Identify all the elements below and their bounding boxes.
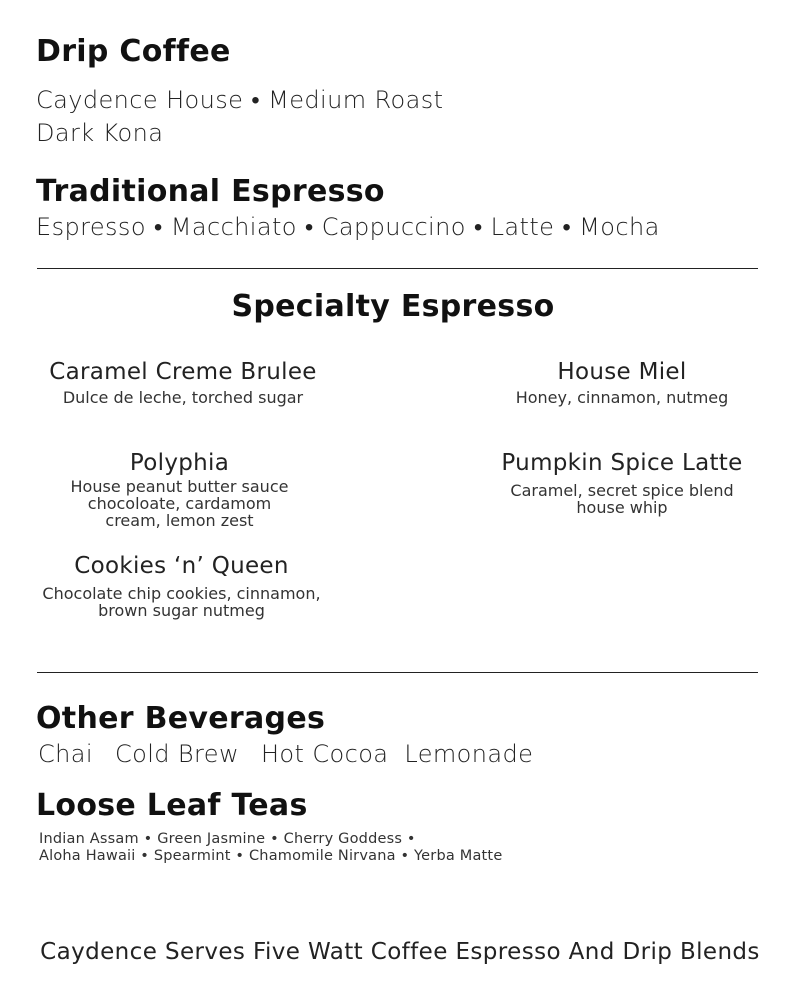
item-description-line: house whip bbox=[576, 498, 668, 517]
item-description-line: House peanut butter sauce bbox=[70, 477, 289, 496]
traditional-espresso-line: Espresso • Macchiato • Cappuccino • Latte • Mocha bbox=[36, 213, 660, 241]
beverage-cold-brew: Cold Brew bbox=[114, 740, 239, 768]
drip-coffee-line-1: Caydence House • Medium Roast bbox=[36, 86, 444, 114]
teas-line-1: Indian Assam • Green Jasmine • Cherry Goddess • bbox=[39, 831, 416, 847]
traditional-espresso-heading: Traditional Espresso bbox=[36, 174, 385, 209]
drip-coffee-heading: Drip Coffee bbox=[36, 34, 231, 69]
item-name: Pumpkin Spice Latte bbox=[501, 450, 743, 476]
item-description bbox=[18, 478, 341, 529]
specialty-item-polyphia bbox=[18, 450, 341, 529]
beverage-chai: Chai bbox=[38, 740, 93, 768]
specialty-item-house-miel bbox=[462, 359, 782, 406]
loose-leaf-teas-heading: Loose Leaf Teas bbox=[36, 788, 308, 823]
item-description-line: Honey, cinnamon, nutmeg bbox=[515, 388, 729, 407]
other-beverages-heading: Other Beverages bbox=[36, 701, 326, 736]
item-name: Caramel Creme Brulee bbox=[49, 359, 317, 385]
specialty-item-pumpkin-spice-latte bbox=[462, 450, 782, 516]
drip-coffee-line-2: Dark Kona bbox=[36, 119, 164, 147]
item-description-line: Chocolate chip cookies, cinnamon, bbox=[42, 584, 321, 603]
item-description bbox=[462, 389, 782, 406]
other-beverages-list bbox=[38, 740, 555, 768]
item-description bbox=[18, 389, 348, 406]
item-name: Polyphia bbox=[129, 450, 230, 476]
beverage-hot-cocoa: Hot Cocoa bbox=[260, 740, 389, 768]
specialty-espresso-heading: Specialty Espresso bbox=[231, 289, 555, 324]
item-description-line: Caramel, secret spice blend bbox=[510, 481, 734, 500]
item-description bbox=[462, 482, 782, 516]
item-description bbox=[10, 585, 353, 619]
specialty-item-caramel-creme-brulee bbox=[18, 359, 348, 406]
footer-note: Caydence Serves Five Watt Coffee Espresso And Drip Blends bbox=[40, 939, 760, 965]
specialty-item-cookies-n-queen bbox=[10, 553, 353, 619]
item-description-line: chocoloate, cardamom bbox=[87, 494, 272, 513]
beverage-lemonade: Lemonade bbox=[404, 740, 534, 768]
divider-bottom bbox=[37, 672, 758, 673]
item-description-line: brown sugar nutmeg bbox=[98, 601, 265, 620]
item-description-line: Dulce de leche, torched sugar bbox=[62, 388, 304, 407]
teas-line-2: Aloha Hawaii • Spearmint • Chamomile Nirvana • Yerba Matte bbox=[39, 848, 503, 864]
divider-top bbox=[37, 268, 758, 269]
item-name: Cookies ‘n’ Queen bbox=[74, 553, 289, 579]
item-description-line: cream, lemon zest bbox=[105, 511, 254, 530]
item-name: House Miel bbox=[557, 359, 687, 385]
